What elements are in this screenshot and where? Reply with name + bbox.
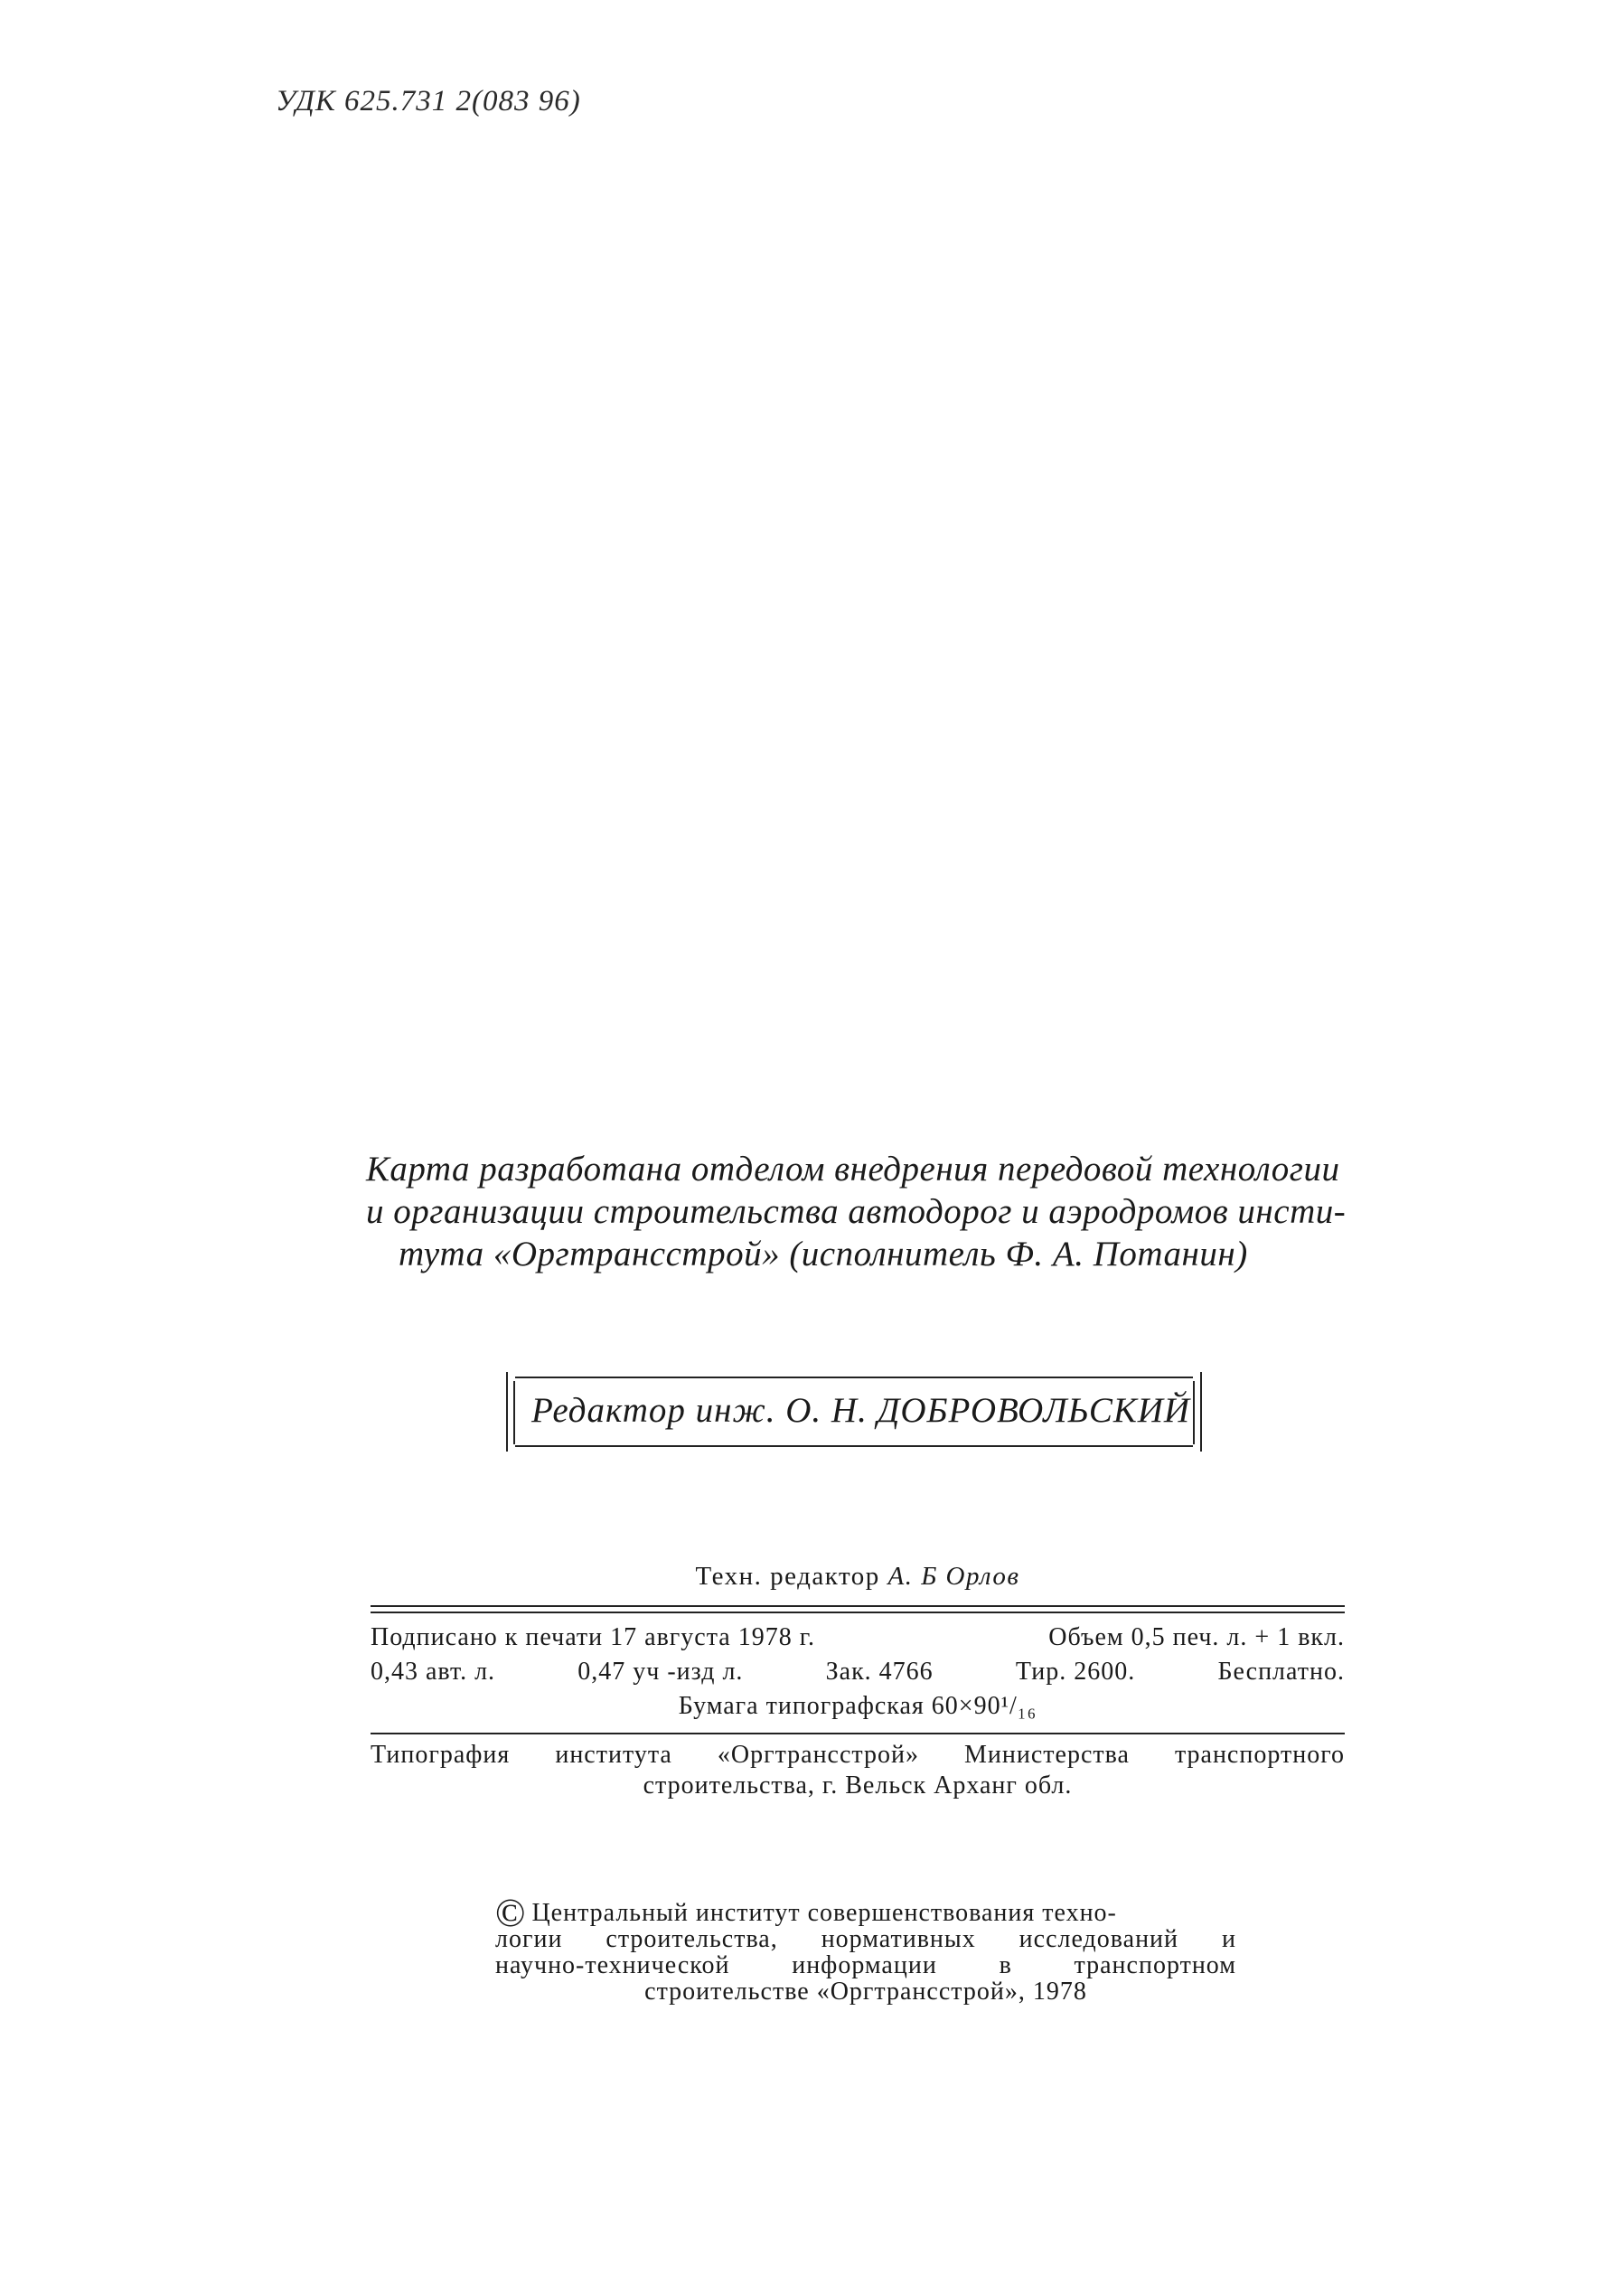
- copyright-icon: ©: [495, 1891, 527, 1935]
- copyright-line: [495, 1926, 1236, 1952]
- printer-info: [371, 1740, 1345, 1801]
- editor-frame: [506, 1372, 1202, 1452]
- credits-line: Карта разработана отделом внедрения передовой технологии: [366, 1150, 1340, 1189]
- tech-editor-label: Техн. редактор: [695, 1562, 880, 1591]
- tech-editor-line: [371, 1562, 1345, 1605]
- printer-line: [371, 1740, 1345, 1771]
- copyright-word: строительства,: [605, 1925, 778, 1953]
- copyright-word: исследований: [1019, 1925, 1179, 1953]
- credits-line: тута «Оргтрансстрой» (исполнитель Ф. А. Потанин): [399, 1235, 1248, 1273]
- author-sheets: 0,43 авт. л.: [371, 1658, 496, 1686]
- frame-border-right: [1200, 1372, 1202, 1452]
- volume: Объем 0,5 печ. л. + 1 вкл.: [1048, 1623, 1345, 1651]
- print-run: Тир. 2600.: [1015, 1658, 1136, 1686]
- editor-credit: Редактор инж. О. Н. ДОБРОВОЛЬСКИЙ: [531, 1391, 1191, 1430]
- imprint-block: [371, 1562, 1345, 1801]
- price: Бесплатно.: [1217, 1658, 1345, 1686]
- credits-paragraph: [366, 1148, 1351, 1275]
- frame-border-right-inner: [1193, 1381, 1195, 1444]
- copyright-word: логии: [495, 1925, 563, 1953]
- tech-editor-name: А. Б Орлов: [887, 1562, 1020, 1591]
- udk-code: УДК 625.731 2(083 96): [276, 85, 581, 117]
- order-number: Зак. 4766: [825, 1658, 934, 1686]
- divider-double-top: [371, 1605, 1345, 1607]
- printer-word: транспортного: [1174, 1741, 1345, 1769]
- printer-word: Министерства: [964, 1741, 1130, 1769]
- divider-single: [371, 1733, 1345, 1734]
- copyright-line: [495, 1891, 1236, 1935]
- publication-details: [371, 1613, 1345, 1733]
- copyright-word: информации: [792, 1951, 937, 1979]
- copyright-text: Центральный институт совершенствования техно-: [531, 1899, 1117, 1927]
- publication-row: [371, 1621, 1345, 1655]
- paper-spec: Бумага типографская 60×90¹/₁₆: [678, 1692, 1037, 1720]
- copyright-word: научно-технической: [495, 1951, 730, 1979]
- printer-word: Типография: [371, 1741, 511, 1769]
- copyright-word: и: [1221, 1925, 1236, 1953]
- copyright-line: строительстве «Оргтрансстрой», 1978: [644, 1978, 1087, 2006]
- frame-border-bottom: [515, 1445, 1193, 1447]
- copyright-word: транспортном: [1074, 1951, 1236, 1979]
- credits-line: и организации строительства автодорог и аэродромов инсти-: [366, 1192, 1347, 1231]
- copyright-line: [495, 1952, 1236, 1978]
- copyright-word: нормативных: [821, 1925, 976, 1953]
- copyright-word: в: [999, 1951, 1012, 1979]
- signed-date: Подписано к печати 17 августа 1978 г.: [371, 1623, 816, 1651]
- publisher-sheets: 0,47 уч -изд л.: [577, 1658, 744, 1686]
- printer-word: института: [555, 1741, 672, 1769]
- frame-border-top: [515, 1377, 1193, 1378]
- frame-border-left-inner: [513, 1381, 515, 1444]
- printer-word: «Оргтрансстрой»: [717, 1741, 919, 1769]
- publication-row: [371, 1655, 1345, 1689]
- copyright-block: [495, 1891, 1236, 2006]
- printer-line: строительства, г. Вельск Арханг обл.: [643, 1771, 1073, 1800]
- frame-border-left: [506, 1372, 508, 1452]
